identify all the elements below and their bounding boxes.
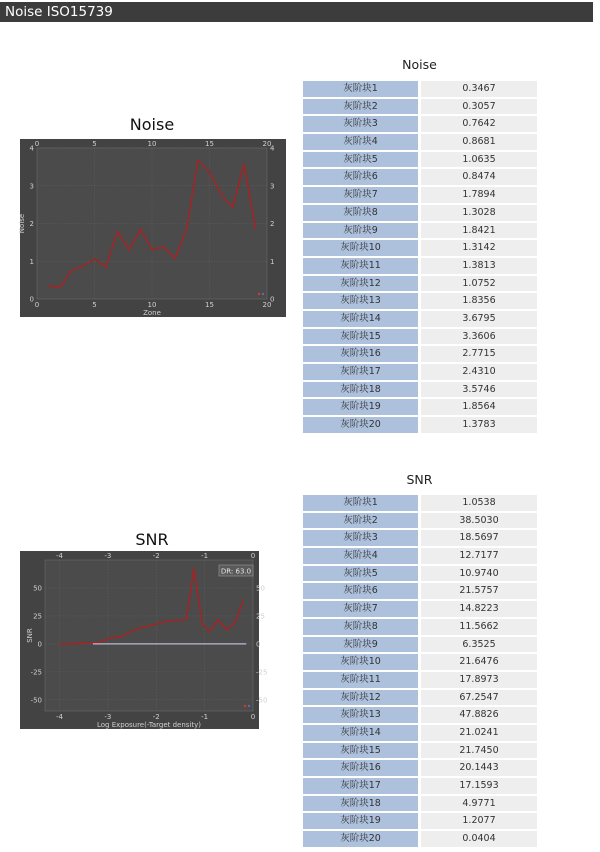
x-tick-label: 0 bbox=[250, 713, 256, 721]
noise-table-row bbox=[301, 151, 538, 169]
noise-table-row bbox=[301, 80, 538, 98]
snr-table-title: SNR bbox=[406, 472, 433, 487]
snr-row-value: 17.1593 bbox=[421, 778, 537, 794]
x-tick-label: 10 bbox=[147, 301, 157, 309]
snr-table-row bbox=[301, 689, 538, 707]
data-point bbox=[163, 246, 164, 247]
noise-table-row bbox=[301, 345, 538, 363]
data-point bbox=[234, 622, 235, 623]
snr-table-row bbox=[301, 636, 538, 654]
y-tick-label-right: 25 bbox=[256, 612, 265, 621]
snr-table-row bbox=[301, 777, 538, 795]
snr-row-label: 灰阶块19 bbox=[303, 813, 418, 829]
noise-row-value: 1.3783 bbox=[421, 417, 537, 433]
noise-table-row bbox=[301, 257, 538, 275]
corner-marker bbox=[244, 705, 246, 707]
page-title: Noise ISO15739 bbox=[5, 4, 113, 20]
y-tick-label: 2 bbox=[29, 220, 34, 228]
dr-annotation-text: DR: 63.0 bbox=[220, 567, 252, 576]
data-point bbox=[186, 229, 187, 230]
data-point bbox=[48, 285, 49, 286]
noise-table-row bbox=[301, 98, 538, 116]
x-tick-label-top: -2 bbox=[152, 552, 160, 560]
data-point bbox=[59, 287, 60, 288]
corner-marker bbox=[258, 293, 260, 295]
x-tick-label: 0 bbox=[34, 301, 40, 309]
snr-row-label: 灰阶块5 bbox=[303, 566, 418, 582]
y-tick-label: 3 bbox=[29, 182, 34, 191]
dr-annotation bbox=[219, 565, 253, 576]
noise-chart-title: Noise bbox=[129, 115, 175, 134]
data-point bbox=[243, 164, 244, 165]
snr-row-value: 1.0538 bbox=[421, 495, 537, 511]
snr-row-label: 灰阶块12 bbox=[303, 690, 418, 706]
snr-row-value: 17.8973 bbox=[421, 672, 537, 688]
noise-row-value: 1.8421 bbox=[421, 223, 537, 239]
x-tick-label-top: 0 bbox=[250, 552, 256, 560]
noise-table-row bbox=[301, 310, 538, 328]
noise-row-value: 0.3057 bbox=[421, 99, 537, 115]
noise-table-row bbox=[301, 186, 538, 204]
noise-table bbox=[301, 80, 538, 434]
x-axis-label: Log Exposure(-Target density) bbox=[96, 721, 202, 729]
data-point bbox=[186, 619, 187, 620]
data-point bbox=[226, 629, 227, 630]
y-tick-label-right: 2 bbox=[270, 220, 275, 228]
noise-table-row bbox=[301, 239, 538, 257]
data-point bbox=[82, 266, 83, 267]
noise-row-label: 灰阶块17 bbox=[303, 364, 418, 380]
x-tick-label-top: -1 bbox=[201, 552, 209, 560]
x-tick-label: -2 bbox=[152, 713, 160, 721]
x-tick-label-top: 15 bbox=[205, 140, 214, 148]
noise-chart-svg bbox=[20, 139, 286, 317]
y-tick-label: 4 bbox=[29, 144, 34, 153]
snr-table-row bbox=[301, 512, 538, 530]
snr-row-value: 67.2547 bbox=[421, 690, 537, 706]
noise-row-label: 灰阶块18 bbox=[303, 382, 418, 398]
noise-row-value: 1.8564 bbox=[421, 399, 537, 415]
x-tick-label: -4 bbox=[56, 713, 64, 721]
noise-row-label: 灰阶块8 bbox=[303, 205, 418, 221]
noise-row-value: 3.6795 bbox=[421, 311, 537, 327]
snr-table-row bbox=[301, 795, 538, 813]
noise-row-label: 灰阶块6 bbox=[303, 169, 418, 185]
snr-row-label: 灰阶块13 bbox=[303, 707, 418, 723]
data-point bbox=[86, 642, 87, 643]
noise-row-value: 3.3606 bbox=[421, 329, 537, 345]
noise-row-label: 灰阶块2 bbox=[303, 99, 418, 115]
data-point bbox=[94, 258, 95, 259]
noise-table-row bbox=[301, 133, 538, 151]
snr-row-label: 灰阶块11 bbox=[303, 672, 418, 688]
snr-row-value: 21.7450 bbox=[421, 743, 537, 759]
noise-row-label: 灰阶块7 bbox=[303, 187, 418, 203]
data-point bbox=[193, 568, 194, 569]
snr-row-label: 灰阶块18 bbox=[303, 796, 418, 812]
snr-row-value: 4.9771 bbox=[421, 796, 537, 812]
snr-table-row bbox=[301, 547, 538, 565]
data-point bbox=[72, 643, 73, 644]
y-tick-label-right: 3 bbox=[270, 182, 275, 191]
snr-row-label: 灰阶块14 bbox=[303, 725, 418, 741]
y-axis-label: Noise bbox=[18, 213, 26, 234]
noise-row-label: 灰阶块10 bbox=[303, 240, 418, 256]
snr-table-row bbox=[301, 812, 538, 830]
noise-row-label: 灰阶块19 bbox=[303, 399, 418, 415]
y-tick-label: 50 bbox=[33, 584, 42, 593]
noise-row-label: 灰阶块4 bbox=[303, 134, 418, 150]
data-point bbox=[117, 231, 118, 232]
snr-table bbox=[301, 494, 538, 848]
data-point bbox=[140, 229, 141, 230]
x-axis-label: Zone bbox=[143, 309, 161, 317]
data-point bbox=[165, 621, 166, 622]
snr-table-row bbox=[301, 529, 538, 547]
noise-table-row bbox=[301, 292, 538, 310]
y-axis-label: SNR bbox=[26, 628, 34, 643]
noise-row-value: 0.8681 bbox=[421, 134, 537, 150]
noise-table-row bbox=[301, 204, 538, 222]
snr-row-label: 灰阶块8 bbox=[303, 619, 418, 635]
noise-table-row bbox=[301, 363, 538, 381]
y-tick-label-right: 4 bbox=[270, 144, 275, 153]
noise-row-value: 1.3813 bbox=[421, 258, 537, 274]
noise-row-value: 0.3467 bbox=[421, 81, 537, 97]
x-tick-label: 5 bbox=[92, 301, 97, 309]
snr-row-value: 12.7177 bbox=[421, 548, 537, 564]
snr-table-row bbox=[301, 565, 538, 583]
y-tick-label-right: -25 bbox=[256, 668, 268, 677]
snr-row-value: 11.5662 bbox=[421, 619, 537, 635]
data-point bbox=[98, 642, 99, 643]
noise-chart bbox=[20, 139, 286, 317]
data-point bbox=[174, 258, 175, 259]
x-tick-label-top: -4 bbox=[56, 552, 64, 560]
noise-row-label: 灰阶块9 bbox=[303, 223, 418, 239]
noise-row-value: 1.3142 bbox=[421, 240, 537, 256]
snr-row-value: 10.9740 bbox=[421, 566, 537, 582]
data-point bbox=[202, 623, 203, 624]
x-tick-label-top: 0 bbox=[34, 140, 40, 148]
snr-row-label: 灰阶块16 bbox=[303, 760, 418, 776]
snr-table-row bbox=[301, 830, 538, 848]
snr-row-value: 47.8826 bbox=[421, 707, 537, 723]
snr-table-row bbox=[301, 494, 538, 512]
snr-row-label: 灰阶块7 bbox=[303, 601, 418, 617]
data-point bbox=[232, 207, 233, 208]
snr-row-value: 21.0241 bbox=[421, 725, 537, 741]
noise-row-label: 灰阶块16 bbox=[303, 346, 418, 362]
noise-row-label: 灰阶块11 bbox=[303, 258, 418, 274]
noise-table-row bbox=[301, 328, 538, 346]
snr-row-label: 灰阶块4 bbox=[303, 548, 418, 564]
data-point bbox=[121, 636, 122, 637]
snr-row-value: 14.8223 bbox=[421, 601, 537, 617]
snr-row-label: 灰阶块10 bbox=[303, 654, 418, 670]
snr-row-label: 灰阶块17 bbox=[303, 778, 418, 794]
snr-table-row bbox=[301, 618, 538, 636]
data-point bbox=[255, 228, 256, 229]
snr-row-value: 6.3525 bbox=[421, 637, 537, 653]
snr-table-row bbox=[301, 653, 538, 671]
data-point bbox=[110, 638, 111, 639]
noise-table-row bbox=[301, 416, 538, 434]
y-tick-label-right: -50 bbox=[256, 696, 268, 705]
snr-table-row bbox=[301, 724, 538, 742]
data-point bbox=[105, 266, 106, 267]
corner-marker bbox=[248, 705, 250, 707]
x-tick-label-top: -3 bbox=[104, 552, 112, 560]
snr-table-row bbox=[301, 671, 538, 689]
snr-table-row bbox=[301, 706, 538, 724]
snr-row-label: 灰阶块3 bbox=[303, 530, 418, 546]
x-tick-label: 20 bbox=[262, 301, 272, 309]
data-point bbox=[209, 631, 210, 632]
noise-row-value: 1.3028 bbox=[421, 205, 537, 221]
snr-row-label: 灰阶块9 bbox=[303, 637, 418, 653]
y-tick-label-right: 1 bbox=[270, 257, 275, 266]
snr-table-row bbox=[301, 742, 538, 760]
snr-row-label: 灰阶块1 bbox=[303, 495, 418, 511]
data-point bbox=[218, 619, 219, 620]
corner-marker bbox=[262, 293, 264, 295]
y-tick-label: 0 bbox=[29, 295, 34, 304]
noise-row-value: 1.0752 bbox=[421, 276, 537, 292]
noise-row-value: 2.4310 bbox=[421, 364, 537, 380]
snr-row-label: 灰阶块6 bbox=[303, 583, 418, 599]
y-tick-label: 0 bbox=[37, 640, 42, 649]
data-point bbox=[151, 249, 152, 250]
snr-chart-title: SNR bbox=[135, 530, 169, 549]
data-point bbox=[142, 627, 143, 628]
snr-row-label: 灰阶块2 bbox=[303, 513, 418, 529]
data-point bbox=[197, 159, 198, 160]
data-point bbox=[59, 643, 60, 644]
snr-row-label: 灰阶块15 bbox=[303, 743, 418, 759]
y-tick-label-right: 50 bbox=[256, 584, 265, 593]
plot-area bbox=[45, 560, 253, 711]
noise-row-value: 1.8356 bbox=[421, 293, 537, 309]
page-header bbox=[0, 2, 593, 22]
noise-table-row bbox=[301, 275, 538, 293]
snr-chart bbox=[20, 551, 268, 729]
noise-row-label: 灰阶块14 bbox=[303, 311, 418, 327]
snr-row-value: 18.5697 bbox=[421, 530, 537, 546]
y-tick-label: 25 bbox=[33, 612, 42, 621]
noise-row-label: 灰阶块5 bbox=[303, 152, 418, 168]
data-point bbox=[131, 630, 132, 631]
snr-row-value: 0.0404 bbox=[421, 831, 537, 847]
noise-row-label: 灰阶块3 bbox=[303, 116, 418, 132]
noise-row-value: 0.8474 bbox=[421, 169, 537, 185]
noise-row-value: 2.7715 bbox=[421, 346, 537, 362]
noise-row-label: 灰阶块12 bbox=[303, 276, 418, 292]
data-point bbox=[128, 249, 129, 250]
x-tick-label-top: 5 bbox=[92, 140, 97, 148]
data-point bbox=[209, 172, 210, 173]
data-point bbox=[71, 270, 72, 271]
data-point bbox=[93, 643, 94, 644]
noise-table-title: Noise bbox=[402, 57, 437, 72]
noise-row-label: 灰阶块15 bbox=[303, 329, 418, 345]
snr-row-value: 21.6476 bbox=[421, 654, 537, 670]
noise-table-row bbox=[301, 115, 538, 133]
snr-table-row bbox=[301, 759, 538, 777]
noise-table-row bbox=[301, 381, 538, 399]
y-tick-label: 1 bbox=[29, 257, 34, 266]
snr-row-value: 1.2077 bbox=[421, 813, 537, 829]
y-tick-label-right: 0 bbox=[256, 640, 261, 649]
snr-chart-svg bbox=[20, 551, 268, 729]
y-tick-label: -50 bbox=[30, 696, 42, 705]
x-tick-label: -3 bbox=[104, 713, 112, 721]
data-point bbox=[153, 624, 154, 625]
noise-row-value: 1.0635 bbox=[421, 152, 537, 168]
noise-table-row bbox=[301, 168, 538, 186]
snr-row-value: 38.5030 bbox=[421, 513, 537, 529]
noise-table-row bbox=[301, 398, 538, 416]
snr-row-value: 21.5757 bbox=[421, 583, 537, 599]
x-tick-label: 15 bbox=[205, 301, 214, 309]
noise-row-label: 灰阶块20 bbox=[303, 417, 418, 433]
y-tick-label: -25 bbox=[30, 668, 42, 677]
x-tick-label: -1 bbox=[201, 713, 209, 721]
data-point bbox=[220, 194, 221, 195]
noise-row-label: 灰阶块1 bbox=[303, 81, 418, 97]
snr-row-value: 20.1443 bbox=[421, 760, 537, 776]
x-tick-label-top: 20 bbox=[262, 140, 272, 148]
data-point bbox=[245, 643, 246, 644]
snr-table-row bbox=[301, 600, 538, 618]
y-tick-label-right: 0 bbox=[270, 295, 275, 304]
x-tick-label-top: 10 bbox=[147, 140, 157, 148]
noise-row-label: 灰阶块13 bbox=[303, 293, 418, 309]
data-point bbox=[176, 620, 177, 621]
data-point bbox=[243, 600, 244, 601]
noise-table-row bbox=[301, 222, 538, 240]
noise-row-value: 0.7642 bbox=[421, 116, 537, 132]
noise-row-value: 1.7894 bbox=[421, 187, 537, 203]
snr-row-label: 灰阶块20 bbox=[303, 831, 418, 847]
snr-table-row bbox=[301, 582, 538, 600]
noise-row-value: 3.5746 bbox=[421, 382, 537, 398]
